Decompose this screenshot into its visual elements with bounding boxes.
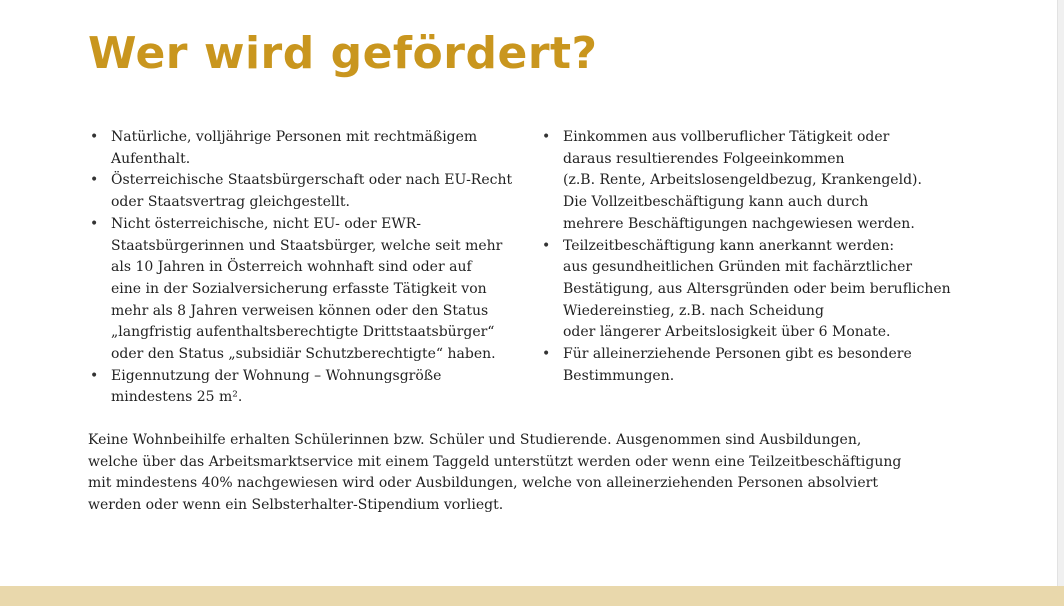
list-item-line: oder den Status „subsidiär Schutzberechtigte“ haben. [111, 346, 496, 363]
list-item-line: als 10 Jahren in Österreich wohnhaft sind oder auf [111, 259, 472, 276]
left-bullet-list [88, 127, 536, 409]
list-item [88, 127, 536, 170]
bullet-icon: • [90, 215, 99, 232]
list-item-line: Natürliche, volljährige Personen mit rechtmäßigem [111, 129, 478, 145]
list-item [88, 366, 536, 409]
list-item-line: Eigennutzung der Wohnung – Wohnungsgröße [111, 367, 442, 384]
list-item-line: mindestens 25 m². [111, 389, 243, 406]
list-item-line: mehr als 8 Jahren verweisen können oder den Status [111, 302, 489, 319]
list-item-line: Die Vollzeitbeschäftigung kann auch durch [563, 194, 869, 211]
list-item-line: oder längerer Arbeitslosigkeit über 6 Monate. [563, 324, 891, 341]
list-item-line: oder Staatsvertrag gleichgestellt. [111, 194, 350, 211]
list-item-line: Einkommen aus vollberuflicher Tätigkeit oder [563, 129, 890, 145]
list-item-line: Bestätigung, aus Altersgründen oder beim beruflichen [563, 280, 951, 297]
note-line: welche über das Arbeitsmarktservice mit einem Taggeld unterstützt werden oder wenn eine Teilzeitbeschäftigung [88, 453, 902, 470]
list-item-line: (z.B. Rente, Arbeitslosengeldbezug, Krankengeld). [563, 172, 922, 189]
bullet-icon: • [90, 367, 99, 384]
list-item [540, 127, 1010, 236]
list-item-line: aus gesundheitlichen Gründen mit fachärztlicher [563, 259, 913, 276]
list-item-line: Für alleinerziehende Personen gibt es besondere [563, 346, 912, 363]
list-item-line: Bestimmungen. [563, 367, 675, 384]
list-item-line: „langfristig aufenthaltsberechtigte Drittstaatsbürger“ [111, 324, 495, 341]
list-item [540, 236, 1010, 345]
bullet-icon: • [90, 129, 99, 145]
page-right-edge [1057, 0, 1064, 586]
exclusion-note [88, 430, 1028, 517]
footer-band [0, 586, 1064, 606]
list-item-line: Teilzeitbeschäftigung kann anerkannt werden: [563, 237, 895, 254]
note-line: mit mindestens 40% nachgewiesen wird oder Ausbildungen, welche von alleinerziehenden Personen absolviert [88, 475, 878, 492]
note-line: werden oder wenn ein Selbsterhalter-Stipendium vorliegt. [88, 497, 504, 514]
list-item-line: Aufenthalt. [111, 150, 191, 167]
bullet-icon: • [542, 346, 551, 363]
list-item-line: eine in der Sozialversicherung erfasste Tätigkeit von [111, 280, 487, 297]
list-item-line: Nicht österreichische, nicht EU- oder EWR- [111, 215, 421, 232]
bullet-icon: • [542, 129, 551, 145]
page-title: Wer wird gefördert? [88, 28, 598, 79]
right-bullet-list [540, 127, 1010, 387]
list-item-line: mehrere Beschäftigungen nachgewiesen werden. [563, 215, 915, 232]
list-item [540, 344, 1010, 387]
list-item-line: daraus resultierendes Folgeeinkommen [563, 150, 845, 167]
list-item [88, 214, 536, 366]
bullet-icon: • [90, 172, 99, 189]
bullet-icon: • [542, 237, 551, 254]
list-item-line: Österreichische Staatsbürgerschaft oder nach EU-Recht [111, 172, 513, 189]
list-item-line: Wiedereinstieg, z.B. nach Scheidung [563, 302, 824, 319]
list-item-line: Staatsbürgerinnen und Staatsbürger, welche seit mehr [111, 237, 503, 254]
list-item [88, 170, 536, 213]
note-line: Keine Wohnbeihilfe erhalten Schülerinnen bzw. Schüler und Studierende. Ausgenommen sind Ausbildungen, [88, 432, 862, 448]
